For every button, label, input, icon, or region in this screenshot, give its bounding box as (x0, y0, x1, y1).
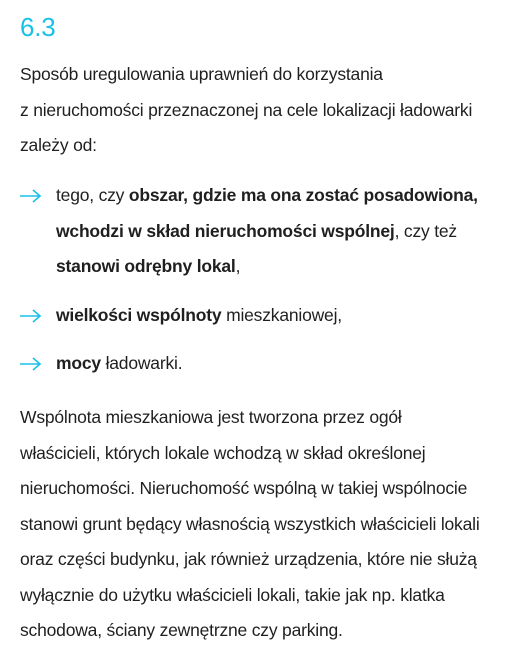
outro-line: Wspólnota mieszkaniowa jest tworzona przez ogół (20, 407, 402, 427)
outro-line: właścicieli, których lokale wchodzą w skład określonej (20, 442, 426, 463)
section-number: 6.3 (20, 12, 56, 42)
outro-line: oraz części budynku, jak również urządzenia, które nie służą (20, 549, 477, 569)
bullet-text: , czy też (394, 220, 457, 241)
bullet-text: , (235, 256, 241, 276)
bullet-list (20, 178, 520, 382)
intro-line: zależy od: (20, 135, 97, 155)
list-item (20, 298, 520, 334)
outro-line: schodowa, ściany zewnętrzne czy parking. (20, 620, 343, 640)
intro-line: Sposób uregulowania uprawnień do korzystania (20, 64, 383, 84)
outro-line: stanowi grunt będący własnością wszystkich właścicieli lokali (20, 513, 480, 534)
outro-line: nieruchomości. Nieruchomość wspólną w takiej wspólnocie (20, 478, 468, 498)
outro-paragraph (20, 400, 520, 649)
bullet-text-bold: mocy (56, 353, 101, 373)
bullet-text: mieszkaniowej, (221, 304, 342, 325)
intro-paragraph (20, 57, 520, 164)
list-item (20, 346, 520, 382)
bullet-text-bold: obszar, gdzie ma ona zostać posadowiona, wchodzi w skład nieruchomości wspólnej (56, 185, 478, 241)
bullet-text: ładowarki. (100, 353, 183, 373)
list-item (20, 178, 520, 285)
bullet-text: tego, czy (56, 185, 129, 205)
bullet-text-bold: wielkości wspólnoty (56, 304, 222, 325)
outro-line: wyłącznie do użytku właścicieli lokali, takie jak np. klatka (20, 584, 445, 605)
arrow-right-icon (20, 357, 42, 371)
intro-line: z nieruchomości przeznaczonej na cele lokalizacji ładowarki (20, 99, 473, 120)
bullet-text-bold: stanowi odrębny lokal (56, 256, 236, 276)
arrow-right-icon (20, 309, 42, 323)
arrow-right-icon (20, 189, 42, 203)
